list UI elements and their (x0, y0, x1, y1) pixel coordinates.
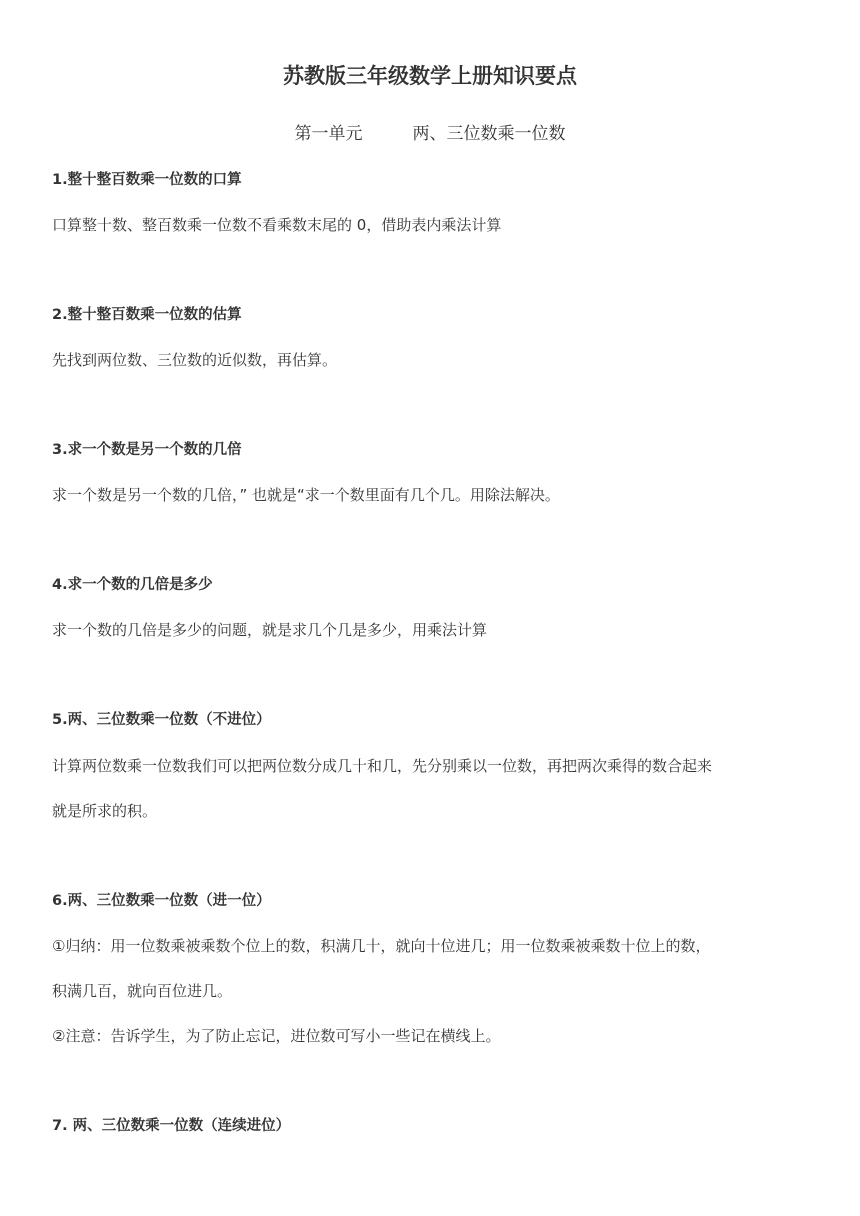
section-heading-6: 6.两、三位数乘一位数（进一位） (52, 893, 271, 909)
unit-heading (0, 120, 860, 148)
section-6-line-2: 积满几百，就向百位进几。 (52, 982, 233, 1000)
section-6-line-3: ②注意：告诉学生，为了防止忘记，进位数可写小一些记在横线上。 (52, 1027, 501, 1045)
document-title: 苏教版三年级数学上册知识要点 (283, 64, 577, 88)
section-2-line-1: 先找到两位数、三位数的近似数，再估算。 (52, 351, 338, 369)
unit-name: 两、三位数乘一位数 (412, 124, 566, 144)
section-5-line-2: 就是所求的积。 (52, 802, 158, 820)
section-heading-5: 5.两、三位数乘一位数（不进位） (52, 712, 271, 728)
section-6-line-1: ①归纳：用一位数乘被乘数个位上的数，积满几十，就向十位进几；用一位数乘被乘数十位上的数， (52, 937, 711, 955)
section-3-line-1: 求一个数是另一个数的几倍，” 也就是“求一个数里面有几个几。用除法解决。 (52, 486, 560, 504)
section-1-line-1: 口算整十数、整百数乘一位数不看乘数末尾的 0，借助表内乘法计算 (52, 216, 502, 234)
section-4-line-1: 求一个数的几倍是多少的问题，就是求几个几是多少，用乘法计算 (52, 621, 488, 639)
section-5-line-1: 计算两位数乘一位数我们可以把两位数分成几十和几，先分别乘以一位数，再把两次乘得的数合起来 (52, 757, 713, 775)
section-heading-7: 7. 两、三位数乘一位数（连续进位） (52, 1118, 291, 1134)
unit-label: 第一单元 (294, 124, 363, 144)
section-heading-3: 3.求一个数是另一个数的几倍 (52, 442, 242, 458)
section-heading-2: 2.整十整百数乘一位数的估算 (52, 307, 242, 323)
section-heading-1: 1.整十整百数乘一位数的口算 (52, 172, 242, 188)
section-heading-4: 4.求一个数的几倍是多少 (52, 577, 213, 593)
